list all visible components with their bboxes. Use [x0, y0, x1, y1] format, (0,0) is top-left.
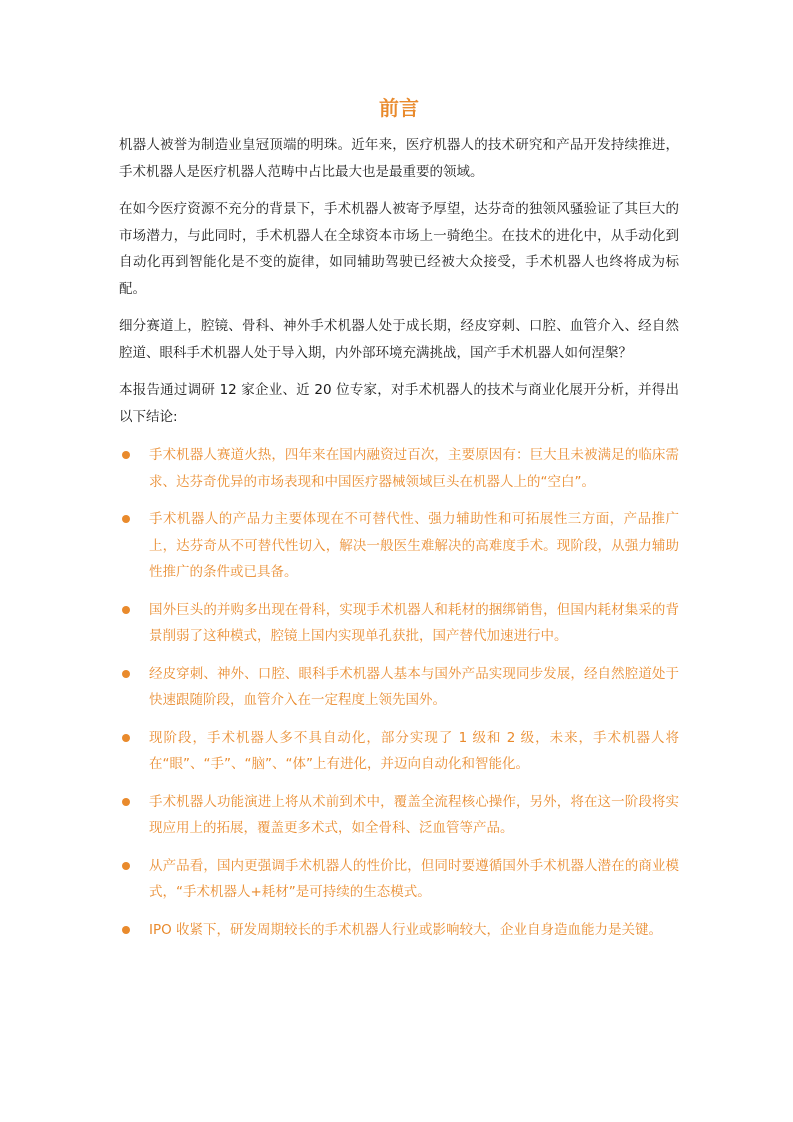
intro-paragraph-4: 本报告通过调研 12 家企业、近 20 位专家，对手术机器人的技术与商业化展开分析，并得出以下结论:	[119, 382, 679, 425]
bullet-dot-icon	[122, 734, 130, 742]
bullet-dot-icon	[122, 515, 130, 523]
conclusion-item	[119, 661, 679, 714]
conclusion-text: 手术机器人功能演进上将从术前到术中，覆盖全流程核心操作，另外，将在这一阶段将实现应用上的拓展，覆盖更多术式，如全骨科、泛血管等产品。	[149, 793, 679, 836]
conclusions-list	[119, 442, 679, 943]
conclusion-text: 手术机器人赛道火热，四年来在国内融资过百次，主要原因有：巨大且未被满足的临床需求、达芬奇优异的市场表现和中国医疗器械领域巨头在机器人上的“空白”。	[149, 447, 679, 490]
intro-paragraph-3: 细分赛道上，腔镜、骨科、神外手术机器人处于成长期，经皮穿刺、口腔、血管介入、经自然腔道、眼科手术机器人处于导入期，内外部环境充满挑战，国产手术机器人如何涅槃？	[119, 318, 679, 361]
conclusion-text: 从产品看，国内更强调手术机器人的性价比，但同时要遵循国外手术机器人潜在的商业模式，“手术机器人+耗材”是可持续的生态模式。	[149, 857, 679, 900]
bullet-dot-icon	[122, 606, 130, 614]
conclusion-item	[119, 597, 679, 650]
bullet-dot-icon	[122, 926, 130, 934]
bullet-dot-icon	[122, 451, 130, 459]
conclusion-item	[119, 853, 679, 906]
conclusion-text: 手术机器人的产品力主要体现在不可替代性、强力辅助性和可拓展性三方面，产品推广上，达芬奇从不可替代性切入，解决一般医生难解决的高难度手术。现阶段，从强力辅助性推广的条件或已具备。	[149, 511, 679, 580]
intro-paragraph-1: 机器人被誉为制造业皇冠顶端的明珠。近年来，医疗机器人的技术研究和产品开发持续推进，手术机器人是医疗机器人范畴中占比最大也是最重要的领域。	[119, 137, 679, 180]
bullet-dot-icon	[122, 862, 130, 870]
bullet-dot-icon	[122, 670, 130, 678]
conclusion-item	[119, 725, 679, 778]
intro-paragraph-2: 在如今医疗资源不充分的背景下，手术机器人被寄予厚望，达芬奇的独领风骚验证了其巨大的市场潜力，与此同时，手术机器人在全球资本市场上一骑绝尘。在技术的进化中，从手动化到自动化再到智能化是不变的旋律，如同辅助驾驶已经被大众接受，手术机器人也终将成为标配。	[119, 201, 679, 297]
conclusion-item	[119, 442, 679, 495]
conclusion-text: IPO 收紧下，研发周期较长的手术机器人行业或影响较大，企业自身造血能力是关键。	[149, 921, 663, 938]
conclusion-item	[119, 917, 679, 944]
conclusion-text: 经皮穿刺、神外、口腔、眼科手术机器人基本与国外产品实现同步发展，经自然腔道处于快速跟随阶段，血管介入在一定程度上领先国外。	[149, 665, 679, 708]
conclusion-text: 国外巨头的并购多出现在骨科，实现手术机器人和耗材的捆绑销售，但国内耗材集采的背景削弱了这种模式，腔镜上国内实现单孔获批，国产替代加速进行中。	[149, 601, 679, 644]
document-page	[119, 92, 679, 954]
conclusion-item	[119, 789, 679, 842]
page-title: 前言	[379, 96, 419, 120]
conclusion-item	[119, 506, 679, 586]
conclusion-text: 现阶段，手术机器人多不具自动化，部分实现了 1 级和 2 级，未来，手术机器人将在“眼”、“手”、“脑”、“体”上有进化，并迈向自动化和智能化。	[149, 729, 679, 772]
bullet-dot-icon	[122, 798, 130, 806]
